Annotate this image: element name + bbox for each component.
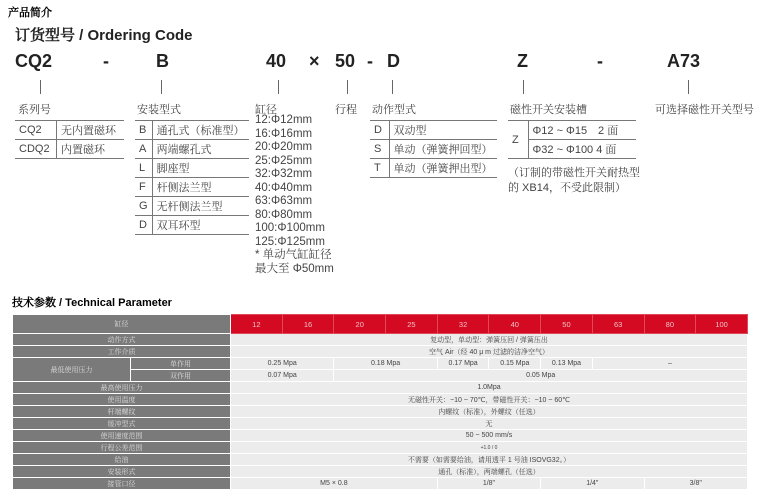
row-value: 通孔（标准），两端螺孔（任选） (231, 466, 748, 478)
row-label: 最高使用压力 (13, 382, 231, 394)
bore-note: 最大至 Φ50mm (255, 262, 334, 275)
bore-header: 40 (489, 315, 541, 334)
bore-item: 80:Φ80mm (255, 208, 313, 221)
row-value: 1/8" (437, 478, 540, 490)
mounting-code: F (135, 178, 152, 197)
action-desc: 单动（弹簧押回型） (389, 140, 497, 159)
bore-item: 63:Φ63mm (255, 195, 313, 207)
action-desc: 双动型 (389, 121, 497, 140)
tech-table (12, 314, 748, 490)
bore-header: 32 (437, 315, 489, 334)
connector-line (347, 80, 348, 94)
stroke-label: 行程 (335, 104, 357, 116)
action-table (370, 120, 497, 178)
code-option: A73 (667, 51, 701, 71)
code-action: D (387, 51, 400, 71)
mounting-table (135, 120, 249, 235)
bore-header: 16 (282, 315, 334, 334)
optional-switch-label: 可选择磁性开关型号 (655, 104, 754, 116)
action-desc: 单动（弹簧押出型） (389, 159, 497, 178)
bore-list (255, 114, 334, 276)
code-times: × (309, 51, 320, 71)
row-label: 行程公差范围 (13, 442, 231, 454)
bore-label: 缸径 (255, 104, 277, 116)
code-stroke: 50 (335, 51, 356, 71)
mounting-code: B (135, 121, 152, 140)
action-code: S (370, 140, 389, 159)
action-code: T (370, 159, 389, 178)
code-switch: Z (517, 51, 528, 71)
bore-item: 32:Φ32mm (255, 168, 313, 180)
bore-header: 20 (334, 315, 386, 334)
code-bore: 40 (266, 51, 287, 71)
bore-header: 25 (386, 315, 438, 334)
series-code: CQ2 (15, 121, 57, 140)
connector-line (392, 80, 393, 94)
switch-note-line: （订制的带磁性开关耐热型 (508, 167, 640, 179)
switch-table (508, 120, 636, 159)
action-code: D (370, 121, 389, 140)
mounting-code: D (135, 216, 152, 235)
row-label: 接管口径 (13, 478, 231, 490)
row-value: 0.15 Mpa (489, 358, 541, 370)
series-label: 系列号 (18, 104, 51, 116)
bore-item: 20:Φ20mm (255, 141, 313, 153)
connector-line (161, 80, 162, 94)
bore-note: * 单动气缸缸径 (255, 249, 332, 261)
mounting-desc: 脚座型 (152, 159, 249, 178)
bore-header: 50 (541, 315, 593, 334)
row-value: 空气 Air（经 40 μ m 过滤的洁净空气） (231, 346, 748, 358)
row-label: 动作方式 (13, 334, 231, 346)
row-label: 使用速度范围 (13, 430, 231, 442)
connector-line (278, 80, 279, 94)
row-label: 给油 (13, 454, 231, 466)
mounting-desc: 通孔式（标准型） (152, 121, 249, 140)
code-series: CQ2 (15, 51, 53, 71)
mounting-desc: 无杆侧法兰型 (152, 197, 249, 216)
series-table (15, 120, 124, 159)
row-value: 0.13 Mpa (541, 358, 593, 370)
switch-note (508, 166, 640, 196)
section-title: 产品简介 (8, 7, 52, 19)
code-dash: - (103, 51, 109, 71)
switch-desc: Φ12 ~ Φ15 2 面 (528, 121, 636, 140)
row-label: 使用温度 (13, 394, 231, 406)
bore-header: 80 (644, 315, 696, 334)
row-value: +1.0 / 0 (231, 442, 748, 454)
row-value: 内螺纹（标准），外螺纹（任选） (231, 406, 748, 418)
row-value: 0.17 Mpa (437, 358, 489, 370)
row-sublabel: 双作用 (131, 370, 231, 382)
row-value: 50 ~ 500 mm/s (231, 430, 748, 442)
row-value: 1.0Mpa (231, 382, 748, 394)
bore-item: 100:Φ100mm (255, 222, 325, 234)
row-label: 最低使用压力 (13, 358, 131, 382)
bore-header: 100 (696, 315, 748, 334)
mounting-desc: 双耳环型 (152, 216, 249, 235)
bore-item: 25:Φ25mm (255, 154, 313, 167)
row-value: 0.07 Mpa (231, 370, 334, 382)
mounting-desc: 杆侧法兰型 (152, 178, 249, 197)
bore-item: 12:Φ12mm (255, 114, 313, 126)
switch-desc: Φ32 ~ Φ100 4 面 (528, 140, 636, 159)
row-label: 工作介质 (13, 346, 231, 358)
row-value: 无磁性开关：−10 ~ 70℃，带磁性开关：−10 ~ 60℃ (231, 394, 748, 406)
row-value: 1/4" (541, 478, 644, 490)
bore-item: 40:Φ40mm (255, 181, 313, 194)
mounting-code: G (135, 197, 152, 216)
code-dash: - (367, 51, 373, 71)
row-value: 不需要（如需要给油，请用透平 1 号油 ISOVG32。） (231, 454, 748, 466)
tech-title: 技术参数 / Technical Parameter (12, 297, 172, 309)
code-dash: - (597, 51, 603, 71)
mounting-code: L (135, 159, 152, 178)
series-desc: 无内置磁环 (57, 121, 125, 140)
bore-item: 125:Φ125mm (255, 235, 325, 248)
code-mounting: B (156, 51, 169, 71)
ordering-title: 订货型号 / Ordering Code (15, 27, 193, 44)
connector-line (688, 80, 689, 94)
bore-item: 16:Φ16mm (255, 127, 313, 140)
row-value: 0.25 Mpa (231, 358, 334, 370)
connector-line (523, 80, 524, 94)
switch-code: Z (508, 121, 528, 159)
header-label: 缸径 (13, 315, 231, 334)
connector-line (40, 80, 41, 94)
row-value: 0.05 Mpa (334, 370, 748, 382)
series-desc: 内置磁环 (57, 140, 125, 159)
action-label: 动作型式 (372, 104, 416, 116)
mounting-desc: 两端螺孔式 (152, 140, 249, 159)
row-label: 缓冲型式 (13, 418, 231, 430)
bore-header: 12 (231, 315, 283, 334)
bore-header: 63 (592, 315, 644, 334)
row-sublabel: 单作用 (131, 358, 231, 370)
switch-label: 磁性开关安装槽 (510, 104, 587, 116)
row-value: – (592, 358, 747, 370)
row-label: 安装形式 (13, 466, 231, 478)
row-value: 0.18 Mpa (334, 358, 437, 370)
row-value: 无 (231, 418, 748, 430)
row-value: 复动型，单动型：弹簧压回 / 弹簧压出 (231, 334, 748, 346)
switch-note-line: 的 XB14，不受此限制） (508, 182, 626, 194)
row-value: M5 × 0.8 (231, 478, 438, 490)
mounting-label: 安装型式 (137, 104, 181, 116)
row-value: 3/8" (644, 478, 748, 490)
series-code: CDQ2 (15, 140, 57, 159)
mounting-code: A (135, 140, 152, 159)
row-label: 杆端螺纹 (13, 406, 231, 418)
